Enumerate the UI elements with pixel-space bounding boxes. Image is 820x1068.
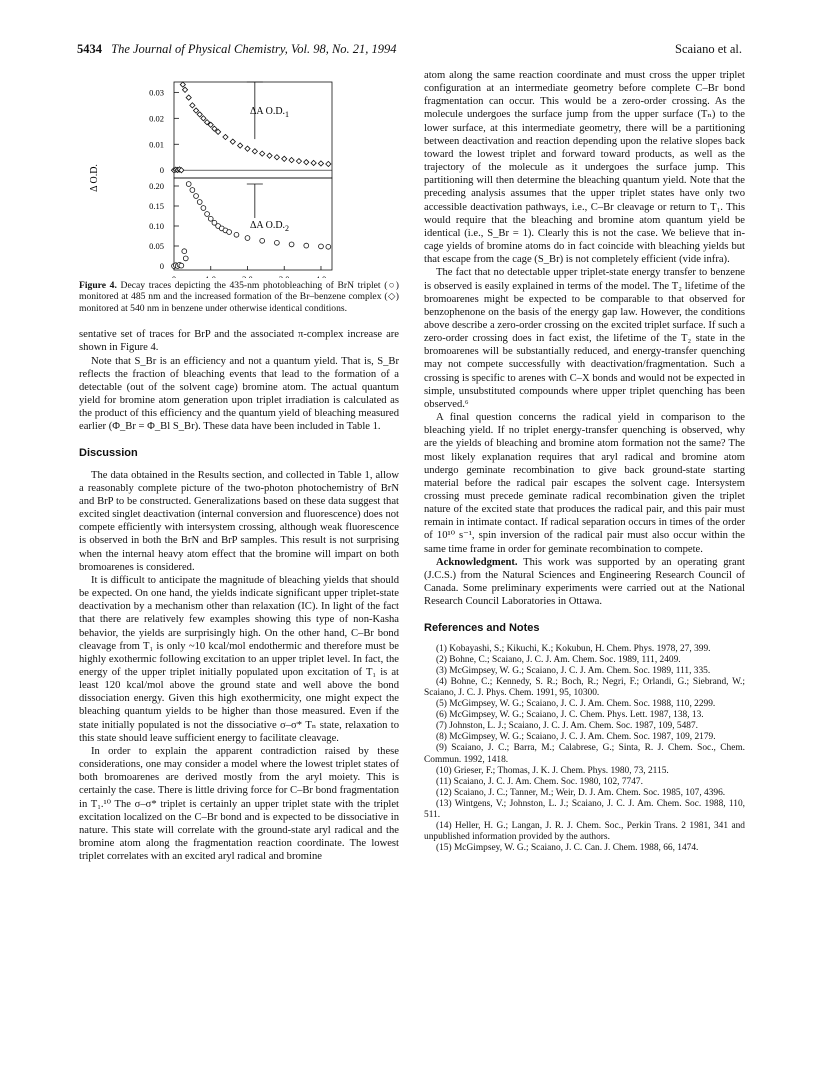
- left-column: [79, 78, 399, 863]
- data-point-diamond: [289, 157, 294, 162]
- data-point-diamond: [182, 87, 187, 92]
- y-tick-label: 0.10: [149, 221, 164, 231]
- reference-item: (12) Scaiano, J. C.; Tanner, M.; Weir, D. J. Am. Chem. Soc. 1985, 107, 4396.: [436, 787, 726, 798]
- reference-item: (4) Bohne, C.; Kennedy, S. R.; Boch, R.; Negri, F.; Orlandi, G.; Siebrand, W.; Scaiano, J. C. J. Phys. Chem. 1991, 95, 10300.: [424, 676, 745, 698]
- y-tick-label: 0.02: [149, 113, 164, 124]
- reference-item: (13) Wintgens, V.; Johnston, L. J.; Scaiano, J. C. J. Am. Chem. Soc. 1988, 110, 511.: [424, 798, 745, 820]
- acknowledgment-label: Acknowledgment.: [436, 556, 518, 568]
- acknowledgment: [424, 556, 745, 609]
- data-point-circle: [197, 200, 202, 205]
- data-point-circle: [201, 206, 206, 211]
- references-heading: References and Notes: [424, 622, 540, 635]
- header-authors: Scaiano et al.: [675, 42, 742, 56]
- data-point-diamond: [190, 103, 195, 108]
- y-tick-label: 0: [159, 261, 164, 271]
- page-number: 5434: [77, 42, 102, 56]
- data-point-diamond: [260, 151, 265, 156]
- data-point-diamond: [318, 161, 323, 166]
- data-point-diamond: [230, 139, 235, 144]
- x-tick-label: [279, 274, 290, 278]
- y-tick-label: 0: [159, 165, 164, 176]
- data-point-circle: [245, 236, 250, 241]
- data-point-circle: [208, 216, 213, 221]
- data-point-diamond: [238, 143, 243, 148]
- data-point-circle: [190, 188, 195, 193]
- x-tick-label: [242, 274, 253, 278]
- upper-annotation-sub: 1: [285, 110, 290, 119]
- reference-item: (15) McGimpsey, W. G.; Scaiano, J. C. Can. J. Chem. 1988, 66, 1474.: [436, 843, 699, 854]
- reference-item: (9) Scaiano, J. C.; Barra, M.; Calabrese, G.; Sinta, R. J. Chem. Soc., Chem. Commun. 1992, 1418.: [424, 743, 745, 765]
- plot-frame: [174, 82, 332, 178]
- discussion-heading: Discussion: [79, 447, 138, 460]
- data-point-circle: [304, 243, 309, 248]
- data-point-circle: [274, 240, 279, 245]
- discussion-paragraph-1: The data obtained in the Results section, and collected in Table 1, allow a reasonably complete picture of the two-photon photochemistry of BrN and BrP to be constructed. Generalizations based on these data suggest that excited singlet deactivation (internal conversion and fluorescence) does not compete efficiently with intersystem crossing, although weak fluorescence is observed in both the BrN and BrP samples. This result is not surprising when the internal heavy atom effect that the bromine will impart on both bromoarenes is considered.: [79, 469, 399, 573]
- figure-4: [79, 78, 399, 278]
- data-point-circle: [205, 212, 210, 217]
- data-point-circle: [194, 194, 199, 199]
- upper-annotation: ΔA $O.D._1$: [250, 106, 290, 119]
- data-point-diamond: [267, 153, 272, 158]
- caption-text: Decay traces depicting the 435-nm photobleaching of BrN triplet (○) monitored at 485 nm and the increased formation of the Br–benzene complex (◇) monitored at 540 nm in benzene under otherwise identical conditions.: [79, 280, 399, 314]
- data-point-diamond: [304, 160, 309, 165]
- reference-item: (7) Johnston, L. J.; Scaiano, J. C. J. Am. Chem. Soc. 1987, 109, 5487.: [436, 721, 698, 732]
- reference-item: (6) McGimpsey, W. G.; Scaiano, J. C. Chem. Phys. Lett. 1987, 138, 13.: [436, 710, 704, 721]
- acknowledgment-text: This work was supported by an operating grant (J.C.S.) from the Natural Sciences and Engineering Research Council of Canada. Some preliminary experiments were carried out at the National Research Council Laboratories in Ottawa.: [424, 556, 745, 608]
- data-point-diamond: [282, 156, 287, 161]
- discussion-paragraph-3: In order to explain the apparent contradiction raised by these considerations, one may consider a model where the lowest triplet states of both bromoarenes are derived mostly from the aryl moiety. This is certainly the case. There is little driving force for C–Br bond fragmentation in T₁.¹⁰ The σ–σ* triplet is certainly an upper triplet state with the triplet excitation localized on the C–Br bond and is expected to be dissociative in nature. This state will correlate with the ground-state aryl radical and the bromine atom along the fragmentation reaction coordinate. The lowest triplet correlates with an excited aryl radical and bromine: [79, 745, 399, 863]
- data-point-diamond: [186, 95, 191, 100]
- header-left: [77, 42, 397, 57]
- x-tick-label: [316, 274, 327, 278]
- data-point-circle: [227, 230, 232, 235]
- y-axis-label: Δ O.D.: [89, 164, 100, 192]
- page-header: [77, 42, 742, 58]
- reference-item: (3) McGimpsey, W. G.; Scaiano, J. C. J. Am. Chem. Soc. 1989, 111, 335.: [436, 665, 711, 676]
- right-paragraph-1: atom along the same reaction coordinate and must cross the upper triplet configuration at an intermediate geometry before complete C–Br bond fragmentation can occur. This would be a zero-order crossing. As the molecule undergoes the surface jump from the upper surface (Tₙ) to the lower surface, at this intermediate geometry, there will be a partitioning between deactivation and reaction depending upon the relative slopes back toward the lowest triplet and forward toward products, as well as the trajectory of the molecule as it undergoes the surface jump. This partitioning will then determine the bleaching quantum yield. Note that the preceding analysis assumes that the upper triplet states have only two accessible deactivation pathways, i.e., C–Br cleavage or return to T₁. This would require that the bleaching and bromine atom quantum yield be identical (i.e., S_Br = 1). Clearly this is not the case. We believe that in-cage yields of bromine atoms do in fact coincide with bleaching yields but that escape from the cage (S_Br) is not completely efficient (vide infra).: [424, 70, 745, 266]
- data-point-circle: [183, 256, 188, 261]
- reference-item: (11) Scaiano, J. C. J. Am. Chem. Soc. 1980, 102, 7747.: [436, 776, 643, 787]
- figure-caption: [79, 280, 399, 314]
- left-paragraph-2: Note that S_Br is an efficiency and not a quantum yield. That is, S_Br reflects the fraction of bleaching events that lead to the formation of a detectable (out of the solvent cage) bromine atom. The actual quantum yield for bromine atom generation upon triplet irradiation is calculated as the product of this efficiency and the quantum yield of bleaching measured earlier (Φ_Br = Φ_Bl S_Br). These data have been included in Table 1.: [79, 355, 399, 433]
- data-point-circle: [182, 249, 187, 254]
- reference-item: (14) Heller, H. G.; Langan, J. R. J. Chem. Soc., Perkin Trans. 2 1981, 341 and unpublished information provided by the authors.: [424, 821, 745, 843]
- y-tick-label: 0.20: [149, 181, 164, 191]
- right-column: [424, 69, 745, 854]
- data-point-diamond: [180, 82, 185, 87]
- right-paragraph-2: The fact that no detectable upper triplet-state energy transfer to benzene is observed is easily explained in terms of the model. The T₂ lifetime of the bromoarenes might be expected to be comparable to that observed for benzophenone on the basis of the energy gap law. However, the conditions above describe a zero-order crossing on the excited triplet surface. If such a zero-order crossing does in fact exist, the lifetime of the T₂ state in the bromoarenes will be substantially reduced, and energy-transfer quenching may not compete successfully with deactivation/fragmentation. Such a crossing is specific to arenes with C–X bonds and would not be expected in simple, unsubstituted compounds where upper triplet quenching has been observed.⁶: [424, 267, 745, 410]
- data-point-diamond: [193, 108, 198, 113]
- data-point-diamond: [274, 155, 279, 160]
- reference-item: (2) Bohne, C.; Scaiano, J. C. J. Am. Chem. Soc. 1989, 111, 2409.: [436, 654, 681, 665]
- left-paragraph-1: sentative set of traces for BrP and the associated π-complex increase are shown in Figure 4.: [79, 329, 399, 354]
- reference-item: (1) Kobayashi, S.; Kikuchi, K.; Kokubun, H. Chem. Phys. 1978, 27, 399.: [436, 643, 711, 654]
- reference-item: (8) McGimpsey, W. G.; Scaiano, J. C. J. Am. Chem. Soc. 1987, 109, 2179.: [436, 732, 716, 743]
- data-point-diamond: [326, 161, 331, 166]
- x-tick-label: [172, 274, 176, 278]
- lower-annotation: ΔA $O.D._2$: [250, 220, 290, 233]
- data-point-diamond: [296, 159, 301, 164]
- figure-axes: [89, 82, 332, 278]
- reference-list: [424, 644, 745, 855]
- discussion-paragraph-2: It is difficult to anticipate the magnitude of bleaching yields that should be expected. On one hand, the yields indicate significant upper triplet-state deactivation by a mechanism other than relaxation (IC). In light of the fact that there are relatively few examples showing this type of non-Kasha behavior, the yields are surprisingly high. On the other hand, C–Br bond cleavage from T₁ is only ~10 kcal/mol endothermic and therefore must be highly exothermic following excitation to an upper triplet level. In fact, the energy of the upper triplet initially populated upon excitation of T₁ is at least 120 kcal/mol above the ground state and well above the bond dissociation energy. Given this high exothermicity, one might expect the bleaching quantum yields to be higher than those measured. Even if the state initially populated is not the dissociative σ–σ* Tₙ state, relaxation to this state should leave sufficient energy to facilitate cleavage.: [79, 574, 399, 744]
- data-point-circle: [234, 232, 239, 237]
- x-tick-label: [205, 274, 216, 278]
- journal-name: The Journal of Physical Chemistry, Vol. 98, No. 21, 1994: [111, 42, 397, 56]
- data-point-circle: [260, 238, 265, 243]
- reference-item: (5) McGimpsey, W. G.; Scaiano, J. C. J. Am. Chem. Soc. 1988, 110, 2299.: [436, 699, 716, 710]
- y-tick-label: 0.05: [149, 241, 164, 251]
- data-point-circle: [289, 242, 294, 247]
- right-paragraph-3: A final question concerns the radical yield in comparison to the bleaching yield. If no triplet energy-transfer quenching is observed, why are the yields of bleaching and bromine atom formation not the same? The most likely explanation requires that aryl radical and bromine atom undergo geminate recombination to give back ground-state starting material before the radical pair escapes the solvent cage. Intersystem crossing must precede geminate radical recombination given the triplet nature of the excited state that produces the radical pair, and this pair must remain in intimate contact. If radical separation occurs in times of the order of 10¹⁰ s⁻¹, spin inversion of the radical pair must also occur within the same time frame in order for geminate recombination to compete.: [424, 412, 745, 555]
- data-point-diamond: [201, 116, 206, 121]
- data-point-diamond: [311, 160, 316, 165]
- data-point-diamond: [197, 112, 202, 117]
- figure-4-plot: [79, 78, 399, 278]
- y-tick-label: 0.15: [149, 201, 164, 211]
- reference-item: (10) Grieser, F.; Thomas, J. K. J. Chem. Phys. 1980, 73, 2115.: [436, 765, 669, 776]
- caption-label: Figure 4.: [79, 280, 117, 291]
- y-tick-label: 0.01: [149, 139, 164, 150]
- data-point-circle: [326, 244, 331, 249]
- data-point-diamond: [252, 149, 257, 154]
- data-point-circle: [319, 244, 324, 249]
- data-point-diamond: [223, 134, 228, 139]
- y-tick-label: 0.03: [149, 87, 164, 98]
- data-point-diamond: [245, 146, 250, 151]
- data-point-circle: [186, 182, 191, 187]
- data-point-circle: [179, 263, 184, 268]
- lower-annotation-sub: 2: [285, 224, 290, 233]
